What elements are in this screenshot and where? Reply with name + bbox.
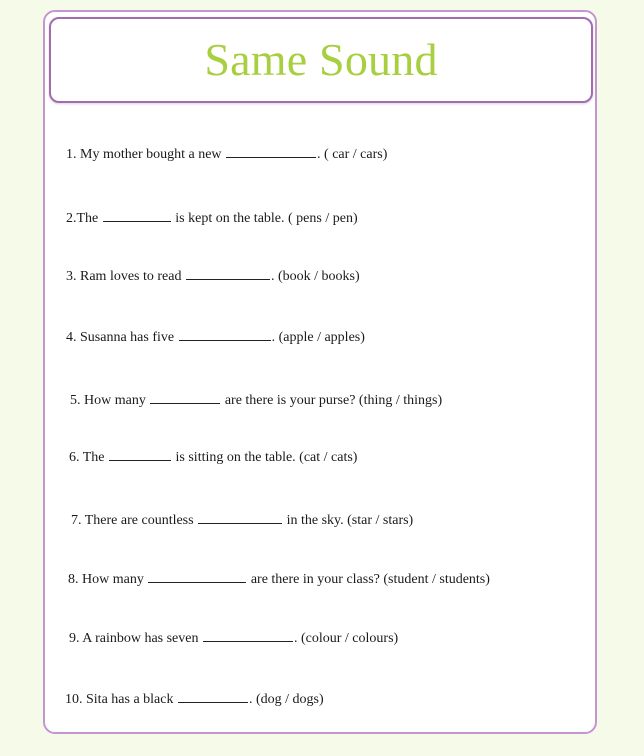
worksheet-title: Same Sound: [204, 34, 438, 85]
question-1-text-before: 1. My mother bought a new: [66, 147, 226, 162]
question-9-blank: [203, 629, 293, 642]
question-5-text-after: are there is your purse? (thing / things): [221, 393, 443, 408]
question-3: [66, 267, 360, 286]
question-5-text-before: 5. How many: [70, 393, 150, 408]
question-8-text-before: 8. How many: [68, 572, 148, 587]
question-3-text-before: 3. Ram loves to read: [66, 269, 185, 284]
question-3-blank: [186, 267, 270, 280]
question-2-blank: [103, 209, 171, 222]
question-5: [70, 391, 442, 410]
question-6-text-before: 6. The: [69, 450, 109, 465]
question-7-text-after: in the sky. (star / stars): [283, 513, 414, 528]
question-1-blank: [226, 145, 316, 158]
question-6-blank: [109, 448, 171, 461]
question-2: [66, 209, 358, 228]
question-10-text-before: 10. Sita has a black: [65, 692, 177, 707]
question-2-text-before: 2.The: [66, 211, 102, 226]
title-box: [49, 17, 593, 103]
question-7-text-before: 7. There are countless: [71, 513, 198, 528]
question-4-text-after: . (apple / apples): [271, 330, 365, 345]
question-10-blank: [178, 690, 248, 703]
question-7-blank: [198, 511, 282, 524]
worksheet-frame: [43, 10, 597, 734]
question-10-text-after: . (dog / dogs): [248, 692, 324, 707]
question-4-text-before: 4. Susanna has five: [66, 330, 178, 345]
question-8-text-after: are there in your class? (student / students): [247, 572, 490, 587]
question-9-text-after: . (colour / colours): [293, 631, 399, 646]
question-4-blank: [179, 328, 271, 341]
question-8-blank: [148, 570, 246, 583]
question-9-text-before: 9. A rainbow has seven: [69, 631, 202, 646]
question-1: [66, 145, 387, 164]
question-1-text-after: . ( car / cars): [317, 147, 388, 162]
question-4: [66, 328, 365, 347]
question-8: [68, 570, 490, 589]
question-7: [71, 511, 413, 530]
question-9: [69, 629, 398, 648]
question-3-text-after: . (book / books): [270, 269, 360, 284]
question-6-text-after: is sitting on the table. (cat / cats): [172, 450, 358, 465]
question-5-blank: [150, 391, 220, 404]
question-6: [69, 448, 357, 467]
question-10: [65, 690, 324, 709]
question-2-text-after: is kept on the table. ( pens / pen): [171, 211, 358, 226]
